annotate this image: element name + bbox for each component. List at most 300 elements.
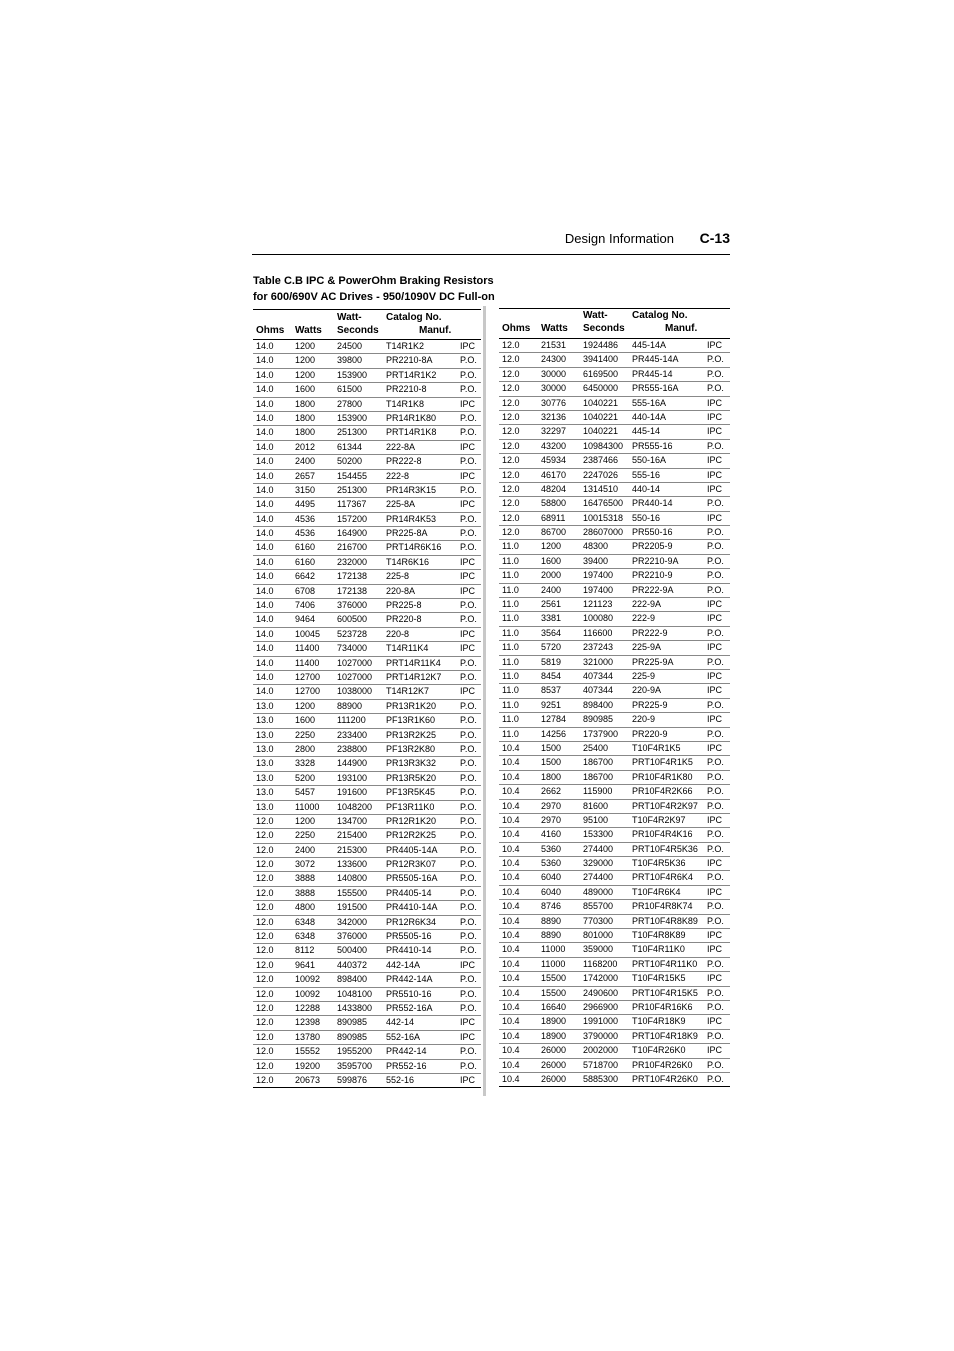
table-row (253, 512, 481, 526)
cell-catalog-no: PRT10F4R6K4 (632, 872, 693, 883)
cell-watt-seconds: 251300 (337, 484, 368, 495)
cell-watt-seconds: 890985 (583, 714, 614, 725)
cell-catalog-no: PRT14R1K8 (386, 427, 437, 438)
cell-catalog-no: 552-16A (386, 1031, 421, 1042)
cell-manufacturer: P.O. (460, 830, 477, 841)
cell-watts: 32297 (541, 426, 567, 437)
cell-watt-seconds: 1048200 (337, 801, 373, 812)
cell-manufacturer: P.O. (707, 786, 724, 797)
cell-watts: 6160 (295, 556, 316, 567)
cell-watt-seconds: 251300 (337, 427, 368, 438)
cell-ohms: 13.0 (256, 715, 274, 726)
cell-watt-seconds: 274400 (583, 872, 614, 883)
cell-watts: 2970 (541, 800, 562, 811)
cell-watt-seconds: 116600 (583, 627, 613, 638)
cell-watt-seconds: 133600 (337, 859, 368, 870)
cell-catalog-no: T10F4R2K97 (632, 814, 686, 825)
cell-watts: 6642 (295, 571, 316, 582)
cell-watt-seconds: 5718700 (583, 1059, 619, 1070)
cell-catalog-no: PRT14R11K4 (386, 657, 441, 668)
cell-watts: 46170 (541, 469, 567, 480)
cell-catalog-no: PR14R1K80 (386, 412, 437, 423)
cell-watt-seconds: 155500 (337, 887, 368, 898)
cell-catalog-no: PR225-8 (386, 600, 422, 611)
cell-manufacturer: P.O. (460, 657, 477, 668)
cell-watts: 1200 (295, 815, 316, 826)
cell-watt-seconds: 898400 (337, 974, 368, 985)
cell-watts: 6708 (295, 585, 316, 596)
cell-manufacturer: P.O. (460, 1060, 477, 1071)
cell-manufacturer: IPC (707, 973, 723, 984)
cell-ohms: 14.0 (256, 556, 274, 567)
cell-watt-seconds: 27800 (337, 398, 363, 409)
cell-ohms: 10.4 (502, 742, 520, 753)
cell-manufacturer: P.O. (707, 627, 724, 638)
cell-watts: 8890 (541, 930, 562, 941)
cell-watts: 6348 (295, 916, 316, 927)
cell-manufacturer: IPC (460, 585, 476, 596)
table-row (253, 915, 481, 929)
cell-watt-seconds: 2490600 (583, 987, 619, 998)
cell-watts: 1200 (295, 369, 316, 380)
table-row (499, 813, 730, 827)
cell-watts: 14256 (541, 728, 567, 739)
table-row (499, 381, 730, 395)
cell-catalog-no: PR5505-16 (386, 931, 432, 942)
cell-watts: 11400 (295, 643, 320, 654)
page-number: C-13 (699, 230, 730, 246)
cell-watts: 3888 (295, 887, 316, 898)
table-row (499, 784, 730, 798)
cell-watt-seconds: 801000 (583, 930, 614, 941)
cell-catalog-no: PR552-16 (386, 1060, 427, 1071)
cell-manufacturer: P.O. (707, 843, 724, 854)
cell-manufacturer: IPC (460, 959, 476, 970)
cell-watts: 86700 (541, 527, 567, 538)
cell-watt-seconds: 1737900 (583, 728, 619, 739)
cell-manufacturer: P.O. (460, 355, 477, 366)
cell-watts: 5360 (541, 858, 562, 869)
cell-watts: 1800 (295, 412, 316, 423)
table-row (499, 396, 730, 410)
cell-watts: 8890 (541, 915, 562, 926)
cell-watt-seconds: 1991000 (583, 1016, 619, 1027)
table-row (253, 368, 481, 382)
cell-watt-seconds: 215400 (337, 830, 368, 841)
table-row (499, 986, 730, 1000)
table-row (253, 1015, 481, 1029)
cell-watts: 24300 (541, 354, 567, 365)
cell-watts: 2970 (541, 814, 562, 825)
cell-watt-seconds: 1433800 (337, 1002, 373, 1013)
cell-watts: 5819 (541, 656, 562, 667)
cell-watt-seconds: 197400 (583, 584, 614, 595)
cell-catalog-no: 555-16A (632, 397, 667, 408)
cell-manufacturer: P.O. (707, 1001, 724, 1012)
cell-watts: 4536 (295, 513, 316, 524)
cell-catalog-no: PR12R6K34 (386, 916, 437, 927)
cell-catalog-no: 550-16A (632, 455, 667, 466)
cell-ohms: 12.0 (256, 1060, 274, 1071)
cell-watts: 5360 (541, 843, 562, 854)
table-row (499, 468, 730, 482)
table-row (253, 1059, 481, 1073)
table-row (499, 424, 730, 438)
table-header (499, 309, 730, 339)
cell-ohms: 10.4 (502, 1045, 520, 1056)
cell-catalog-no: 220-8 (386, 628, 410, 639)
cell-watt-seconds: 734000 (337, 643, 368, 654)
cell-ohms: 14.0 (256, 671, 274, 682)
table-row (499, 511, 730, 525)
table-title-line-1: Table C.B IPC & PowerOhm Braking Resistors (253, 275, 494, 287)
cell-watts: 2657 (295, 470, 316, 481)
cell-manufacturer: P.O. (460, 513, 477, 524)
cell-watt-seconds: 1955200 (337, 1046, 373, 1057)
table-row (253, 771, 481, 785)
cell-watt-seconds: 39400 (583, 555, 609, 566)
table-row (499, 755, 730, 769)
cell-watt-seconds: 407344 (583, 670, 614, 681)
cell-manufacturer: IPC (460, 643, 476, 654)
cell-ohms: 10.4 (502, 829, 520, 840)
cell-ohms: 10.4 (502, 1073, 520, 1084)
cell-watts: 12398 (295, 1017, 321, 1028)
table-row (499, 712, 730, 726)
cell-manufacturer: P.O. (707, 656, 724, 667)
cell-watt-seconds: 193100 (337, 772, 368, 783)
cell-manufacturer: IPC (707, 483, 723, 494)
cell-watts: 26000 (541, 1059, 567, 1070)
cell-manufacturer: IPC (707, 455, 723, 466)
table-row (499, 683, 730, 697)
cell-watts: 1200 (295, 700, 316, 711)
cell-catalog-no: PR2205-9 (632, 541, 673, 552)
cell-watts: 1600 (295, 384, 316, 395)
cell-watt-seconds: 153900 (337, 412, 368, 423)
cell-watt-seconds: 153300 (583, 829, 614, 840)
cell-ohms: 10.4 (502, 944, 520, 955)
cell-catalog-no: PR550-16 (632, 527, 673, 538)
cell-ohms: 12.0 (502, 397, 520, 408)
cell-watts: 2400 (541, 584, 562, 595)
cell-manufacturer: IPC (707, 714, 723, 725)
table-row (499, 957, 730, 971)
cell-watts: 1500 (541, 757, 562, 768)
cell-watts: 15500 (541, 973, 567, 984)
cell-ohms: 14.0 (256, 412, 274, 423)
cell-watt-seconds: 164900 (337, 528, 368, 539)
cell-ohms: 14.0 (256, 628, 274, 639)
cell-manufacturer: IPC (707, 512, 723, 523)
cell-watts: 2800 (295, 743, 316, 754)
cell-watts: 68911 (541, 512, 566, 523)
table-row (253, 627, 481, 641)
resistor-table-right (499, 308, 730, 1087)
cell-manufacturer: IPC (707, 426, 723, 437)
cell-ohms: 14.0 (256, 398, 274, 409)
cell-catalog-no: 550-16 (632, 512, 661, 523)
cell-catalog-no: PR555-16 (632, 440, 673, 451)
table-row (499, 439, 730, 453)
table-row (253, 699, 481, 713)
cell-catalog-no: PRT10F4R11K0 (632, 958, 698, 969)
cell-catalog-no: PR4410-14A (386, 902, 438, 913)
cell-ohms: 14.0 (256, 585, 274, 596)
table-row (499, 942, 730, 956)
col-catalog-no: Catalog No. (632, 310, 688, 321)
cell-watts: 2000 (541, 570, 562, 581)
cell-watts: 4495 (295, 499, 316, 510)
cell-ohms: 14.0 (256, 657, 274, 668)
cell-catalog-no: T14R1K2 (386, 341, 425, 351)
cell-manufacturer: P.O. (707, 584, 724, 595)
table-row (253, 828, 481, 842)
cell-watts: 6040 (541, 886, 562, 897)
cell-watt-seconds: 144900 (337, 758, 368, 769)
cell-catalog-no: T10F4R26K0 (632, 1045, 686, 1056)
cell-ohms: 12.0 (256, 945, 274, 956)
table-row (499, 842, 730, 856)
cell-catalog-no: PR14R4K53 (386, 513, 437, 524)
cell-ohms: 10.4 (502, 771, 520, 782)
cell-watts: 45934 (541, 455, 567, 466)
cell-watts: 26000 (541, 1073, 567, 1084)
cell-catalog-no: T10F4R1K5 (632, 742, 681, 753)
cell-manufacturer: IPC (460, 571, 476, 582)
cell-manufacturer: IPC (460, 441, 476, 452)
cell-manufacturer: IPC (707, 642, 723, 653)
cell-manufacturer: IPC (460, 341, 476, 351)
cell-catalog-no: PF13R1K60 (386, 715, 436, 726)
cell-watt-seconds: 115900 (583, 786, 613, 797)
cell-catalog-no: 440-14 (632, 483, 661, 494)
table-row (253, 713, 481, 727)
cell-manufacturer: P.O. (460, 600, 477, 611)
cell-ohms: 11.0 (502, 599, 519, 610)
cell-catalog-no: PR2210-8A (386, 355, 433, 366)
cell-ohms: 10.4 (502, 1016, 520, 1027)
table-row (499, 626, 730, 640)
cell-watts: 12700 (295, 671, 321, 682)
cell-watt-seconds: 321000 (583, 656, 614, 667)
cell-ohms: 14.0 (256, 456, 274, 467)
cell-ohms: 14.0 (256, 484, 274, 495)
cell-ohms: 11.0 (502, 670, 519, 681)
cell-catalog-no: PR4405-14A (386, 844, 438, 855)
cell-manufacturer: P.O. (707, 383, 724, 394)
cell-ohms: 12.0 (502, 483, 520, 494)
cell-catalog-no: T14R6K16 (386, 556, 430, 567)
cell-catalog-no: PR2210-9A (632, 555, 679, 566)
cell-manufacturer: P.O. (460, 542, 477, 553)
cell-catalog-no: PR10F4R4K16 (632, 829, 693, 840)
cell-catalog-no: PR445-14 (632, 368, 673, 379)
cell-manufacturer: IPC (707, 670, 723, 681)
table-row (253, 785, 481, 799)
cell-catalog-no: 225-9 (632, 670, 656, 681)
cell-watts: 3564 (541, 627, 562, 638)
table-row (253, 454, 481, 468)
cell-catalog-no: PR222-8 (386, 456, 422, 467)
cell-watt-seconds: 1038000 (337, 686, 373, 697)
col-ohms: Ohms (256, 325, 285, 336)
cell-ohms: 14.0 (256, 355, 274, 366)
cell-manufacturer: P.O. (707, 757, 724, 768)
cell-catalog-no: 222-9A (632, 599, 662, 610)
cell-catalog-no: PRT10F4R8K89 (632, 915, 698, 926)
cell-watts: 3150 (295, 484, 316, 495)
cell-manufacturer: P.O. (707, 829, 724, 840)
table-row (499, 1043, 730, 1057)
cell-watts: 7406 (295, 600, 316, 611)
cell-watts: 1200 (541, 541, 562, 552)
col-watt-seconds-line1: Watt- (583, 310, 608, 321)
cell-watt-seconds: 88900 (337, 700, 363, 711)
cell-catalog-no: PF13R11K0 (386, 801, 435, 812)
cell-ohms: 10.4 (502, 814, 520, 825)
cell-ohms: 14.0 (256, 643, 274, 654)
cell-ohms: 12.0 (502, 469, 520, 480)
cell-ohms: 10.4 (502, 901, 520, 912)
cell-ohms: 13.0 (256, 700, 274, 711)
table-row (499, 698, 730, 712)
cell-watts: 18900 (541, 1016, 567, 1027)
cell-watt-seconds: 238800 (337, 743, 368, 754)
cell-watts: 26000 (541, 1045, 567, 1056)
table-row (253, 656, 481, 670)
cell-catalog-no: 225-8A (386, 499, 416, 510)
cell-manufacturer: IPC (460, 686, 476, 697)
cell-manufacturer: IPC (460, 1031, 476, 1042)
cell-catalog-no: PR10F4R26K0 (632, 1059, 693, 1070)
cell-ohms: 12.0 (256, 959, 274, 970)
cell-manufacturer: P.O. (460, 887, 477, 898)
table-row (499, 1072, 730, 1086)
cell-catalog-no: PR13R3K32 (386, 758, 437, 769)
cell-manufacturer: P.O. (460, 384, 477, 395)
table-row (499, 669, 730, 683)
cell-watts: 3328 (295, 758, 316, 769)
cell-catalog-no: 220-9A (632, 685, 662, 696)
cell-catalog-no: PR222-9A (632, 584, 674, 595)
cell-watt-seconds: 3941400 (583, 354, 619, 365)
cell-watts: 30000 (541, 383, 567, 394)
column-divider (483, 306, 486, 1096)
cell-manufacturer: IPC (707, 397, 723, 408)
cell-watts: 9641 (295, 959, 316, 970)
table-title-line-2: for 600/690V AC Drives - 950/1090V DC Full-on (253, 291, 495, 303)
cell-watt-seconds: 191600 (337, 787, 368, 798)
cell-catalog-no: T10F4R15K5 (632, 973, 686, 984)
cell-watts: 43200 (541, 440, 567, 451)
cell-catalog-no: PR445-14A (632, 354, 679, 365)
cell-watt-seconds: 2966900 (583, 1001, 619, 1012)
cell-watt-seconds: 10984300 (583, 440, 624, 451)
cell-manufacturer: IPC (707, 411, 723, 422)
col-ohms: Ohms (502, 323, 531, 334)
cell-ohms: 10.4 (502, 757, 520, 768)
cell-catalog-no: PR2210-8 (386, 384, 427, 395)
cell-manufacturer: P.O. (460, 715, 477, 726)
table-row (253, 569, 481, 583)
cell-ohms: 11.0 (502, 541, 519, 552)
table-row (253, 440, 481, 454)
cell-ohms: 13.0 (256, 758, 274, 769)
cell-watts: 12700 (295, 686, 321, 697)
cell-watts: 48204 (541, 483, 567, 494)
cell-catalog-no: 445-14 (632, 426, 661, 437)
table-row (253, 958, 481, 972)
cell-ohms: 14.0 (256, 427, 274, 438)
cell-catalog-no: 220-9 (632, 714, 656, 725)
table-row (499, 1058, 730, 1072)
cell-ohms: 13.0 (256, 772, 274, 783)
cell-catalog-no: PRT10F4R18K9 (632, 1030, 698, 1041)
cell-ohms: 12.0 (256, 1002, 274, 1013)
cell-manufacturer: P.O. (460, 456, 477, 467)
cell-ohms: 14.0 (256, 686, 274, 697)
table-row (253, 871, 481, 885)
cell-catalog-no: PR10F4R8K74 (632, 901, 693, 912)
cell-ohms: 12.0 (256, 1074, 274, 1085)
cell-manufacturer: P.O. (460, 729, 477, 740)
table-row (253, 756, 481, 770)
cell-watt-seconds: 1040221 (583, 397, 619, 408)
cell-manufacturer: P.O. (460, 743, 477, 754)
cell-catalog-no: PR442-14A (386, 974, 433, 985)
cell-ohms: 12.0 (256, 988, 274, 999)
cell-ohms: 10.4 (502, 958, 520, 969)
table-row (253, 483, 481, 497)
cell-manufacturer: P.O. (707, 872, 724, 883)
table-row (253, 1001, 481, 1015)
cell-manufacturer: IPC (707, 742, 723, 753)
cell-manufacturer: IPC (707, 930, 723, 941)
table-row (253, 987, 481, 1001)
cell-manufacturer: P.O. (460, 787, 477, 798)
cell-catalog-no: 445-14A (632, 340, 667, 350)
cell-watt-seconds: 770300 (583, 915, 614, 926)
cell-watt-seconds: 172138 (337, 585, 368, 596)
cell-ohms: 12.0 (256, 873, 274, 884)
cell-ohms: 11.0 (502, 656, 519, 667)
cell-ohms: 10.4 (502, 915, 520, 926)
table-row (499, 1000, 730, 1014)
cell-watts: 30000 (541, 368, 567, 379)
cell-catalog-no: 222-8A (386, 441, 416, 452)
table-row (499, 367, 730, 381)
cell-manufacturer: P.O. (460, 916, 477, 927)
table-header (253, 310, 481, 340)
cell-ohms: 12.0 (256, 974, 274, 985)
cell-manufacturer: IPC (707, 814, 723, 825)
cell-watt-seconds: 1314510 (583, 483, 619, 494)
cell-manufacturer: P.O. (460, 484, 477, 495)
cell-watts: 16640 (541, 1001, 567, 1012)
table-row (253, 353, 481, 367)
cell-watts: 58800 (541, 498, 567, 509)
cell-watt-seconds: 134700 (337, 815, 368, 826)
cell-watt-seconds: 6450000 (583, 383, 619, 394)
cell-watt-seconds: 232000 (337, 556, 368, 567)
cell-ohms: 14.0 (256, 341, 274, 351)
col-catalog-no: Catalog No. (386, 312, 442, 323)
cell-watt-seconds: 61500 (337, 384, 363, 395)
col-watt-seconds-line2: Seconds (337, 325, 379, 336)
cell-ohms: 14.0 (256, 571, 274, 582)
cell-catalog-no: PR13R2K25 (386, 729, 437, 740)
